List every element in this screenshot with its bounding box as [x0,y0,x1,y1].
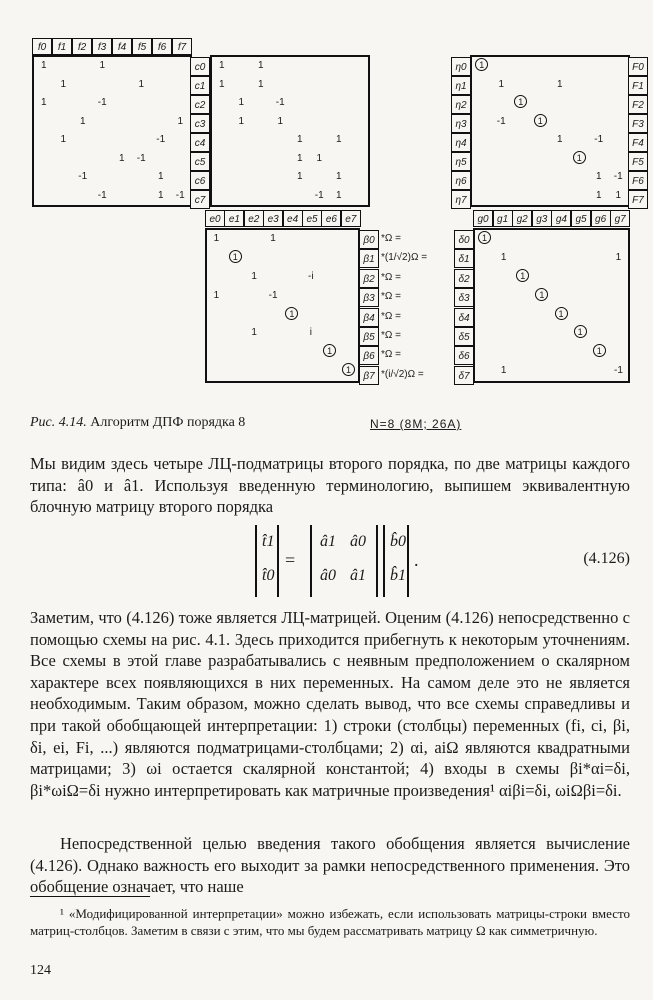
matrix-entry: 1 [296,134,303,145]
matrix-entry: 1 [99,60,106,71]
figure-tag: N=8 (8M; 26A) [370,417,462,431]
matrix-entry: 1 [615,251,622,263]
equation-number: (4.126) [583,550,630,567]
figure-caption [30,415,245,431]
omega-annotation: *Ω = [381,310,401,322]
matrix-entry: 1 [226,249,245,268]
matrix-entry: 1 [296,152,303,164]
delta-label: δ2 [454,269,474,288]
F-label: F4 [628,133,648,152]
matrix-entry: 1 [571,324,590,343]
g-label: g1 [493,210,513,227]
omega-annotation: *Ω = [381,349,401,361]
matrix-entry: i [309,327,312,339]
delta-label: δ4 [454,308,474,327]
omega-annotation: *(i/√2)Ω = [381,368,424,380]
g-label: g5 [571,210,591,227]
matrix-a22: â1 [350,567,366,584]
lhs-bottom: t̂0 [262,567,275,584]
matrix-entry: -1 [268,289,278,301]
eta-label: η0 [451,57,471,76]
equation-4-126 [250,525,630,597]
c-label: c6 [190,171,210,190]
page-number: 124 [30,963,51,978]
delta-label: δ7 [454,366,474,385]
g-label: g2 [512,210,532,227]
f-label: f0 [32,38,52,55]
omega-annotation: *Ω = [381,271,401,283]
F-label: F5 [628,152,648,171]
beta-label: β2 [359,269,379,288]
matrix-entry: 1 [118,152,125,164]
matrix-entry: 1 [60,78,67,90]
matrix-entry: 1 [283,306,302,325]
matrix-entry: -1 [613,365,623,377]
period: . [414,550,419,570]
matrix-entry: -1 [275,97,285,108]
eta-label: η3 [451,114,471,133]
footnote-rule [30,896,150,897]
e-label: e4 [283,210,303,227]
caption-title: Алгоритм ДПФ порядка 8 [90,415,246,430]
rhs-bottom: b̂1 [390,567,406,584]
f-label: f5 [132,38,152,55]
c-label: c0 [190,57,210,76]
eta-label: η6 [451,171,471,190]
g-label: g0 [473,210,493,227]
c-label: c3 [190,114,210,133]
matrix-entry: 1 [257,60,264,71]
matrix-entry: -1 [496,115,506,127]
matrix-entry: 1 [218,78,225,90]
matrix-entry: 1 [500,251,507,263]
matrix-entry: 1 [213,233,220,244]
matrix-entry: 1 [157,189,164,201]
dft-figure [0,0,653,400]
matrix-entry: 1 [500,365,507,377]
eta-label: η5 [451,152,471,171]
matrix-entry: -1 [594,134,604,145]
matrix-delta-to-g [473,228,630,383]
matrix-entry: 1 [316,152,323,164]
F-label: F1 [628,76,648,95]
matrix-f-to-c [32,55,192,207]
f-label: f3 [92,38,112,55]
matrix-entry: 1 [238,97,245,108]
eta-label: η4 [451,133,471,152]
matrix-a21: â0 [320,567,336,584]
F-label: F3 [628,114,648,133]
lhs-top: t̂1 [262,533,275,550]
beta-label: β3 [359,288,379,307]
c-label: c5 [190,152,210,171]
F-label: F7 [628,190,648,209]
omega-annotation: *Ω = [381,233,401,244]
matrix-entry: 1 [570,150,590,169]
matrix-entry: 1 [238,115,245,127]
paragraph-1: Мы видим здесь четыре ЛЦ-подматрицы второго порядка, по две матрицы каждого типа: â0 и â1. Используя введенную терминологию, выпишем эквивалентную блочную матрицу второго порядка [30,454,630,517]
omega-annotation: *Ω = [381,291,401,303]
delta-label: δ6 [454,346,474,365]
matrix-entry: 1 [532,287,551,306]
block-matrix [310,525,378,597]
c-label: c4 [190,133,210,152]
matrix-entry: 1 [251,327,257,339]
matrix-entry: 1 [40,97,47,108]
matrix-entry: 1 [595,171,602,182]
rhs-top: b̂0 [390,533,406,550]
e-label: e6 [321,210,341,227]
matrix-entry: 1 [270,233,276,244]
matrix-entry: 1 [251,270,257,282]
equals-sign: = [285,550,296,570]
beta-label: β1 [359,249,379,268]
f-label: f4 [112,38,132,55]
g-label: g3 [532,210,552,227]
matrix-entry: 1 [472,57,492,76]
matrix-entry: 1 [339,362,358,381]
matrix-entry: 1 [218,60,225,71]
f-label: f2 [72,38,92,55]
beta-label: β7 [359,366,379,385]
f-label: f1 [52,38,72,55]
matrix-entry: 1 [213,289,220,301]
matrix-entry: 1 [511,94,531,113]
matrix-entry: -1 [97,189,107,201]
c-label: c2 [190,95,210,114]
g-label: g4 [551,210,571,227]
eta-label: η7 [451,190,471,209]
matrix-entry: 1 [138,78,145,90]
matrix-entry: 1 [595,189,602,201]
matrix-eta-to-F [470,55,630,207]
matrix-a11: â1 [320,533,336,550]
f-label: f7 [172,38,192,55]
matrix-entry: 1 [296,171,303,182]
matrix-entry: 1 [475,230,494,249]
lhs-vector [255,525,279,597]
F-label: F2 [628,95,648,114]
e-label: e7 [341,210,361,227]
matrix-entry: -1 [175,189,185,201]
e-label: e5 [302,210,322,227]
matrix-entry: 1 [335,189,342,201]
matrix-entry: 1 [335,134,342,145]
matrix-entry: 1 [320,343,339,362]
F-label: F0 [628,57,648,76]
delta-label: δ5 [454,327,474,346]
beta-label: β4 [359,308,379,327]
eta-label: η1 [451,76,471,95]
matrix-a12: â0 [350,533,366,550]
e-label: e3 [263,210,283,227]
matrix-entry: 1 [556,134,563,145]
caption-prefix: Рис. 4.14. [30,415,87,430]
matrix-entry: -1 [136,152,146,164]
matrix-entry: 1 [615,189,622,201]
beta-label: β0 [359,230,379,249]
c-label: c1 [190,76,210,95]
delta-label: δ0 [454,230,474,249]
matrix-entry: 1 [257,78,264,90]
rhs-vector [383,525,409,597]
matrix-entry: -1 [97,97,107,108]
matrix-entry: 1 [157,171,164,182]
matrix-entry: -i [308,270,314,282]
matrix-entry: 1 [79,115,86,127]
eta-label: η2 [451,95,471,114]
matrix-entry: 1 [531,113,551,132]
paragraph-2: Заметим, что (4.126) тоже является ЛЦ-матрицей. Оценим (4.126) непосредственно с помощью схемы на рис. 4.1. Здесь приходится прибегнуть к некоторым уточнениям. Все схемы в этой главе разрабатывались с неявным предположением о скалярном характере всех появляющихся в них переменных. На самом деле это не является необходимым. Таким образом, можно сделать вывод, что все схемы справедливы и при такой обобщающей интерпретации: 1) строки (столбцы) переменных (fi, ci, βi, δi, ei, Fi, ...) являются подматрицами-столбцами; 2) αi, aiΩ являются квадратными матрицами; 3) ωi остается скалярной константой; 4) входы в схемы βi*αi=δi, βi*ωiΩ=δi нужно интерпретировать как матричные произведения¹ αiβi=δi, ωiΩβi=δi. [30,608,630,800]
matrix-entry: -1 [613,171,623,182]
beta-label: β6 [359,346,379,365]
matrix-entry: 1 [552,306,571,325]
paragraph-3: Непосредственной целью введения такого обобщения является вычисление (4.126). Однако важность его выходит за рамки непосредственного применения. Это обобщение означает, что наше [30,834,630,897]
matrix-entry: 1 [277,115,284,127]
matrix-entry: 1 [590,343,609,362]
matrix-entry: 1 [177,115,184,127]
matrix-entry: -1 [314,189,324,201]
matrix-entry: -1 [156,134,166,145]
matrix-entry: 1 [335,171,342,182]
matrix-entry: -1 [78,171,88,182]
e-label: e1 [224,210,244,227]
omega-annotation: *(1/√2)Ω = [381,252,428,264]
e-label: e0 [205,210,225,227]
matrix-c-to-e [210,55,370,207]
g-label: g7 [610,210,630,227]
g-label: g6 [591,210,611,227]
footnote: ¹ «Модифицированной интерпретации» можно избежать, если использовать матрицы-строки вместо матриц-столбцов. Заметим в связи с этим, что мы будем рассматривать матрицу Ω как симметричную. [30,906,630,938]
matrix-entry: 1 [498,78,505,90]
e-label: e2 [244,210,264,227]
f-label: f6 [152,38,172,55]
matrix-entry: 1 [556,78,563,90]
F-label: F6 [628,171,648,190]
omega-annotation: *Ω = [381,330,401,341]
matrix-e-to-beta [205,228,360,383]
delta-label: δ1 [454,249,474,268]
c-label: c7 [190,190,210,209]
beta-label: β5 [359,327,379,346]
delta-label: δ3 [454,288,474,307]
matrix-entry: 1 [513,268,532,287]
matrix-entry: 1 [40,60,47,71]
matrix-entry: 1 [60,134,67,145]
